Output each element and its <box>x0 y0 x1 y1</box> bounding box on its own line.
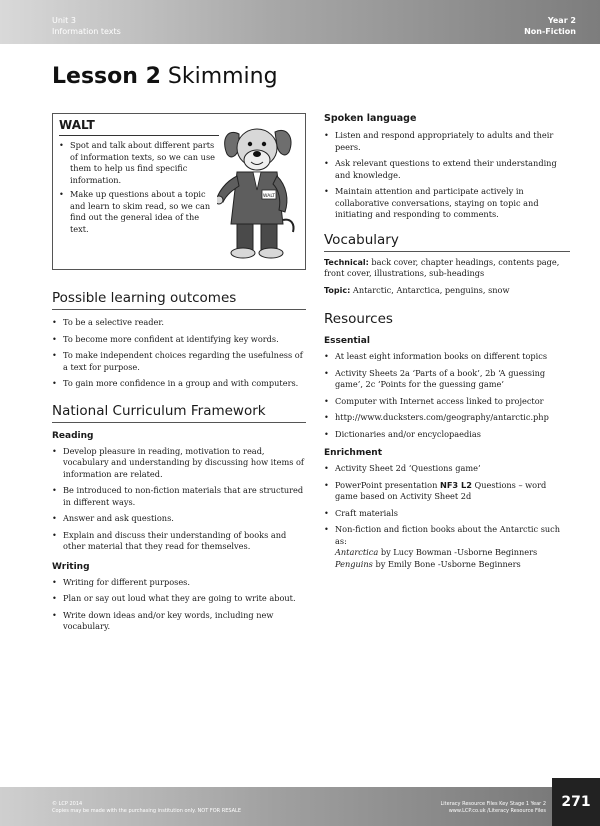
resources-heading: Resources <box>324 311 393 327</box>
enrichment-item <box>324 524 570 570</box>
enrichment-item: • Activity Sheet 2d ‘Questions game’ <box>324 463 570 475</box>
mascot-badge-text: WALT <box>263 194 275 199</box>
enrichment-heading: Enrichment <box>324 448 383 458</box>
right-column <box>324 113 570 575</box>
walt-heading: WALT <box>59 118 95 132</box>
reading-heading: Reading <box>52 430 94 441</box>
essential-item: • Computer with Internet access linked to projector <box>324 396 570 408</box>
ppt-text-post: Questions – word game based on Activity Sheet 2d <box>335 479 547 501</box>
writing-heading: Writing <box>52 561 90 572</box>
walt-item: • Spot and talk about different parts of information texts, so we can use them to help us find specific information. <box>59 140 217 186</box>
topic-vocab <box>324 285 570 297</box>
writing-item: • Writing for different purposes. <box>52 577 306 589</box>
ppt-text-pre: PowerPoint presentation <box>335 479 440 490</box>
licence-note: Copies may be made with the purchasing institution only. NOT FOR RESALE <box>52 808 241 814</box>
technical-vocab <box>324 257 570 280</box>
outcome-item: • To become more confident at identifying key words. <box>52 334 306 346</box>
reading-item: • Answer and ask questions. <box>52 513 306 525</box>
walt-box <box>52 113 306 270</box>
books-intro: Non-fiction and fiction books about the Antarctic such as: <box>335 524 561 546</box>
spoken-list <box>324 130 570 221</box>
reading-list <box>52 446 306 553</box>
header-right <box>524 15 576 37</box>
footer-left <box>52 801 241 815</box>
page-header <box>0 0 600 44</box>
ncf-heading: National Curriculum Framework <box>52 403 306 423</box>
essential-item: • Dictionaries and/or encyclopaedias <box>324 429 570 441</box>
unit-label: Unit 3 <box>52 16 76 25</box>
enrichment-item: • Craft materials <box>324 508 570 520</box>
technical-text: back cover, chapter headings, contents page, front cover, illustrations, sub-headings <box>324 256 560 278</box>
enrichment-list <box>324 463 570 570</box>
reading-item: • Develop pleasure in reading, motivation to read, vocabulary and understanding by discussing how items of information are related. <box>52 446 306 481</box>
page-footer <box>0 787 552 826</box>
enrichment-item <box>324 480 570 503</box>
spoken-item: • Listen and respond appropriately to adults and their peers. <box>324 130 570 153</box>
essential-item: • http://www.ducksters.com/geography/antarctic.php <box>324 412 570 424</box>
book2-title: Penguins <box>335 558 373 569</box>
walt-item: • Make up questions about a topic and learn to skim read, so we can find out the general idea of the text. <box>59 189 217 235</box>
book1-title: Antarctica <box>335 547 379 557</box>
essential-heading: Essential <box>324 336 370 346</box>
vocabulary-heading: Vocabulary <box>324 232 570 252</box>
lesson-topic: Skimming <box>167 64 278 89</box>
walt-dog-mascot-icon <box>217 120 299 260</box>
walt-rule <box>59 135 219 136</box>
copyright: © LCP 2014 <box>52 801 83 807</box>
essential-item: • Activity Sheets 2a ‘Parts of a book’, 2b ‘A guessing game’, 2c ‘Points for the guessing game’ <box>324 368 570 391</box>
lesson-number: Lesson 2 <box>52 64 161 89</box>
spoken-item: • Maintain attention and participate actively in collaborative conversations, staying on topic and initiating and responding to comments. <box>324 186 570 221</box>
year-label: Year 2 <box>547 16 576 25</box>
outcomes-list <box>52 317 306 390</box>
unit-title: Information texts <box>52 27 121 36</box>
ppt-code: NF3 L2 <box>439 479 472 490</box>
spoken-heading: Spoken language <box>324 113 417 124</box>
header-left <box>52 15 121 37</box>
walt-list <box>59 140 217 235</box>
essential-item: • At least eight information books on different topics <box>324 351 570 363</box>
genre-label: Non-Fiction <box>524 27 576 36</box>
spoken-item: • Ask relevant questions to extend their understanding and knowledge. <box>324 158 570 181</box>
book2-rest: by Emily Bone -Usborne Beginners <box>372 558 521 569</box>
writing-item: • Plan or say out loud what they are going to write about. <box>52 593 306 605</box>
outcomes-heading: Possible learning outcomes <box>52 290 306 310</box>
book1-rest: by Lucy Bowman -Usborne Beginners <box>378 547 538 557</box>
page-number: 271 <box>552 778 600 826</box>
website: www.LCP.co.uk /Literacy Resource Files <box>448 808 546 814</box>
reading-item: • Explain and discuss their understanding of books and other material that they read for themselves. <box>52 530 306 553</box>
outcome-item: • To be a selective reader. <box>52 317 306 329</box>
outcome-item: • To make independent choices regarding the usefulness of a text for purpose. <box>52 350 306 373</box>
outcome-item: • To gain more confidence in a group and with computers. <box>52 378 306 390</box>
page-title <box>52 64 278 89</box>
footer-right <box>440 801 546 815</box>
left-column <box>52 113 306 638</box>
technical-label: Technical: <box>324 257 369 267</box>
topic-text: Antarctic, Antarctica, penguins, snow <box>350 284 510 295</box>
writing-list <box>52 577 306 633</box>
reading-item: • Be introduced to non-fiction materials that are structured in different ways. <box>52 485 306 508</box>
essential-list <box>324 351 570 440</box>
topic-label: Topic: <box>324 285 351 295</box>
series-name: Literacy Resource Files Key Stage 1 Year 2 <box>440 801 546 807</box>
writing-item: • Write down ideas and/or key words, including new vocabulary. <box>52 610 306 633</box>
